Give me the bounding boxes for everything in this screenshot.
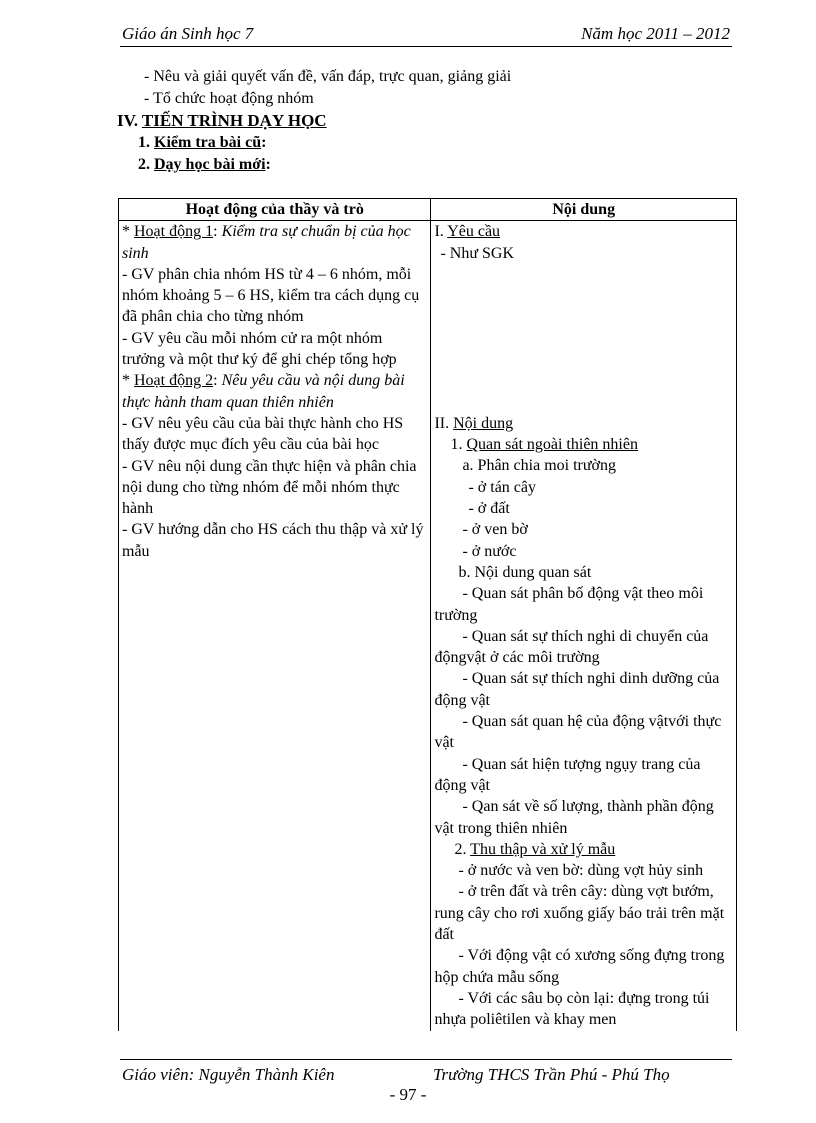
content-line: - Với các sâu bọ còn lại: đựng trong túi nhựa poliêtilen và khay men [434,989,710,1029]
activity-title: Nêu yêu cầu và nội dung bài thực hành tham quan thiên nhiên [122,372,405,411]
content-line: - Quan sát sự thích nghi di chuyển của độngvật ở các môi trường [434,627,709,667]
subsection-title: Kiểm tra bài cũ [154,134,262,151]
method-item: - Nêu và giải quyết vấn đề, vấn đáp, trực quan, giảng giải [144,68,512,85]
content-line: - ở trên đất và trên cây: dùng vợt bướm, rung cây cho rơi xuống giấy báo trải trên mặt đất [434,883,725,944]
content-subsection-2 [434,839,733,860]
content-line: - ở tán cây [468,478,536,496]
activity-line: - GV yêu cầu mỗi nhóm cử ra một nhóm trưởng và một thư ký để ghi chép tổng hợp [122,329,397,369]
subsection-heading [138,132,511,154]
part-title: Nội dung [453,414,514,432]
page-header [120,22,732,47]
content-line: - Quan sát hiện tượng ngụy trang của động vật [434,755,701,794]
table-row [119,221,737,1031]
activity-title: Kiểm tra sự chuẩn bị của học sinh [122,223,411,262]
page-footer [120,1059,732,1086]
footer-school: Trường THCS Trần Phú - Phú Thọ [433,1065,670,1084]
activity-line: - GV phân chia nhóm HS từ 4 – 6 nhóm, mỗi nhóm khoảng 5 – 6 HS, kiểm tra cách dụng cụ đã phân chia cho từng nhóm [122,265,420,326]
content-line: - Như SGK [440,244,515,262]
page-number: - 97 - [389,1085,427,1104]
activity-label: Hoạt động 1 [134,223,214,241]
content-line: - Qan sát về số lượng, thành phần động vật trong thiên nhiên [434,798,714,837]
activity-label: Hoạt động 2 [134,372,214,390]
spacer [434,264,733,413]
subsection-title: Quan sát ngoài thiên nhiên [466,436,638,454]
activity-line: - GV nêu yêu cầu của bài thực hành cho HS thấy được mục đích yêu cầu của bài học [122,414,404,454]
subsection-number: 2. [138,156,150,173]
content-line: b. Nội dung quan sát [458,563,592,581]
content-line: - Với động vật có xương sống đựng trong hộp chứa mẫu sống [434,947,725,986]
subsection-title: Dạy học bài mới [154,156,266,173]
activity-line: - GV hướng dẫn cho HS cách thu thập và xử lý mẫu [122,521,424,560]
activity-1-heading: * Hoạt động 1: Kiểm tra sự chuẩn bị của học sinh [122,223,411,262]
content-line: - ở ven bờ [462,521,528,539]
content-line: - ở nước [462,542,517,560]
activity-line: - GV nêu nội dung cần thực hiện và phân chia nội dung cho từng nhóm để mỗi nhóm thực hành [122,457,417,518]
header-activities: Hoạt động của thầy và trò [119,199,431,221]
activities-cell [119,221,431,1031]
content-subsection-1 [434,434,733,455]
subsection-number: 1. [138,134,150,151]
subsection-number: 2. [454,840,467,858]
subsection-title: Thu thập và xử lý mẫu [470,840,616,858]
content-line: - ở nước và ven bờ: dùng vợt hủy sinh [458,862,704,880]
subsection-heading [138,154,511,176]
content-line: - Quan sát quan hệ của động vậtvới thực vật [434,713,722,752]
lesson-table [118,198,737,1031]
footer-teacher: Giáo viên: Nguyễn Thành Kiên [122,1065,335,1084]
content-line: - Quan sát phân bố động vật theo môi trường [434,585,704,624]
header-school-year: Năm học 2011 – 2012 [581,24,730,43]
content-line: - ở đất [468,500,510,518]
method-item: - Tổ chức hoạt động nhóm [144,90,314,107]
header-content: Nội dung [431,199,737,221]
content-part-2 [434,413,733,434]
content-cell [431,221,737,1031]
part-title: Yêu cầu [447,223,501,241]
lesson-intro [117,66,512,176]
subsection-number: 1. [450,436,463,454]
part-number: II. [434,414,450,432]
section-heading [117,110,511,132]
section-title: TIẾN TRÌNH DẠY HỌC [141,111,327,130]
content-part-1 [434,221,733,242]
content-line: a. Phân chia moi trường [462,457,616,475]
subsection-suffix: : [265,156,271,173]
part-number: I. [434,223,444,241]
content-line: - Quan sát sự thích nghi dinh dưỡng của động vật [434,670,720,709]
section-number: IV. [117,111,138,130]
subsection-suffix: : [261,134,267,151]
activity-2-heading: * Hoạt động 2: Nêu yêu cầu và nội dung bài thực hành tham quan thiên nhiên [122,372,405,411]
header-subject: Giáo án Sinh học 7 [122,24,254,43]
table-header-row [119,199,737,221]
